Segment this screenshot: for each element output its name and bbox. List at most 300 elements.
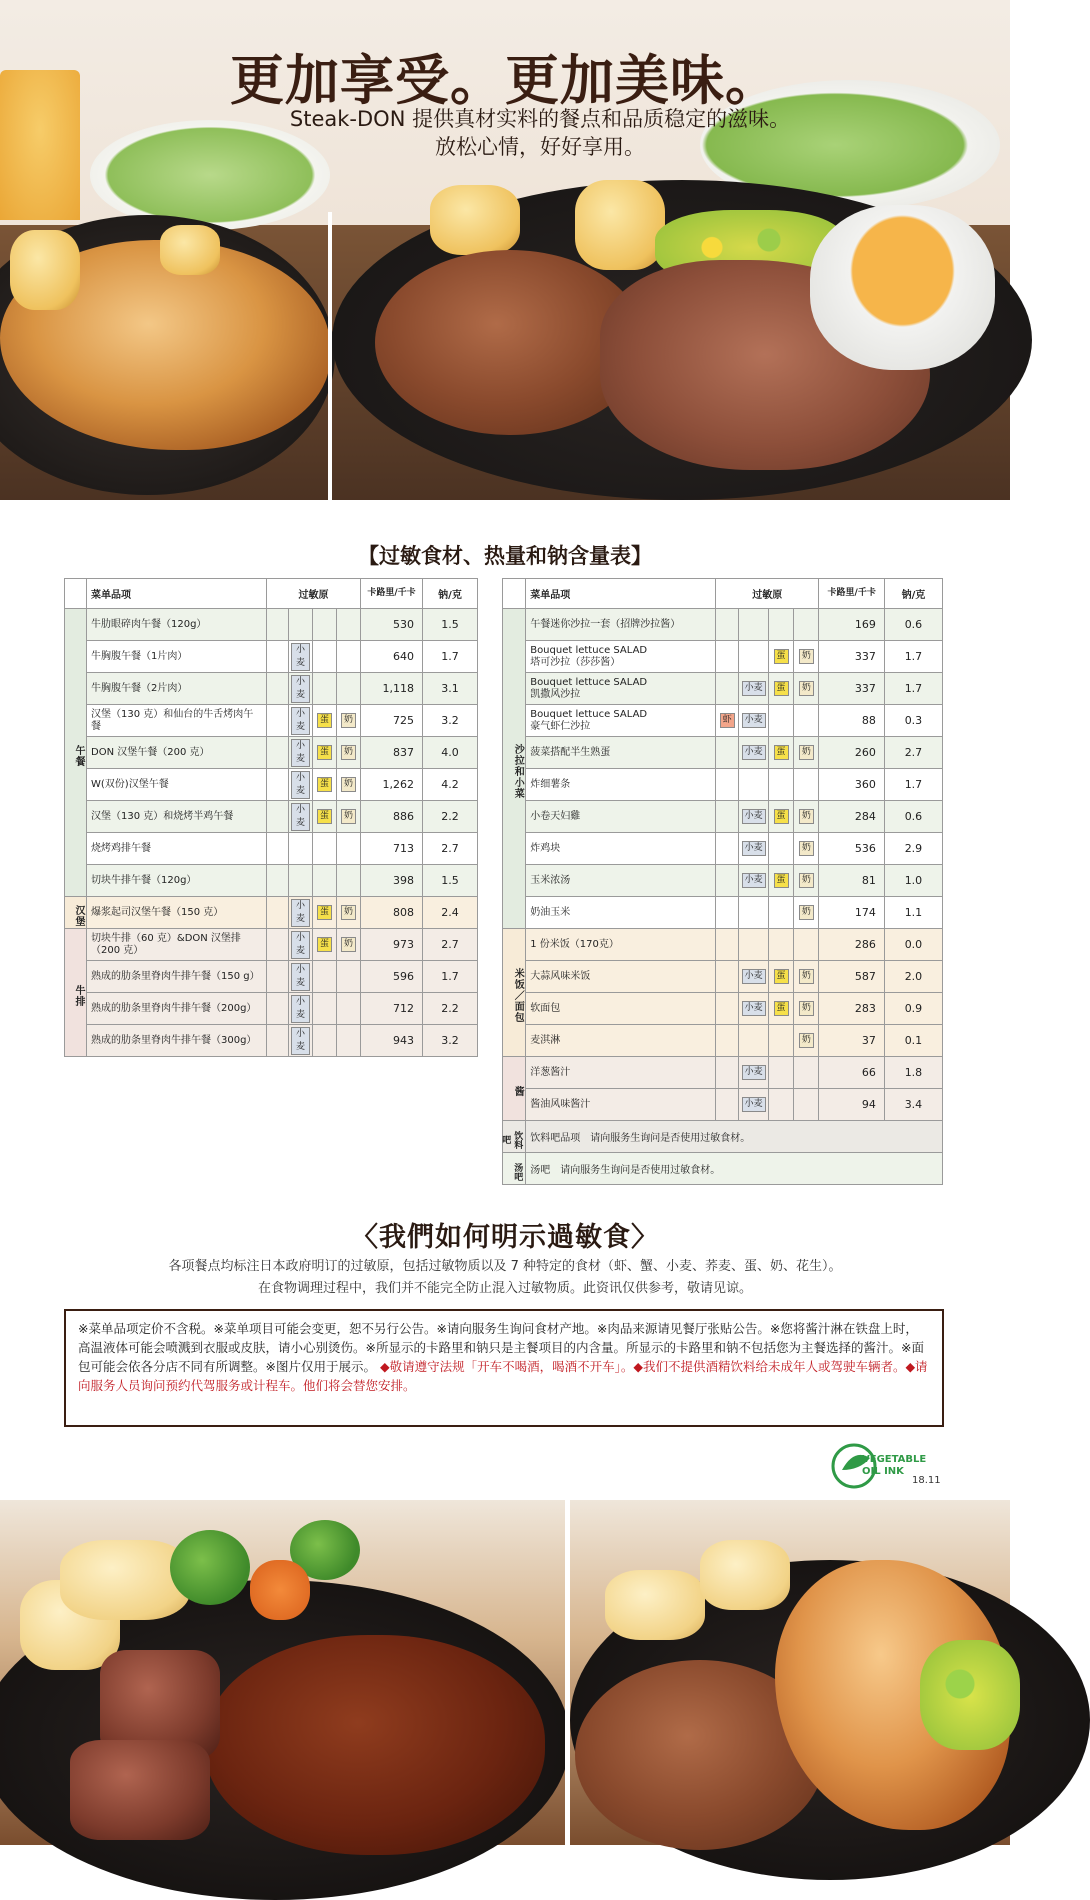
allergen-cell xyxy=(739,929,769,961)
table-row xyxy=(65,801,478,833)
allergen-tag-wheat: 小麦 xyxy=(742,841,766,856)
kcal-value: 596 xyxy=(361,961,423,993)
allergen-tag-egg: 蛋 xyxy=(774,873,789,888)
item-name: 汉堡（130 克）和烧烤半鸡午餐 xyxy=(87,801,267,833)
allergen-cell xyxy=(716,769,739,801)
allergen-cell xyxy=(716,737,739,769)
sodium-value: 1.7 xyxy=(423,641,478,673)
allergen-tag-wheat: 小麦 xyxy=(291,931,310,959)
allergen-cell xyxy=(794,961,819,993)
kcal-value: 536 xyxy=(819,833,884,865)
header-kcal: 卡路里/千卡 xyxy=(819,579,884,609)
photo-divider xyxy=(328,212,332,500)
allergen-cell xyxy=(768,929,793,961)
table-row xyxy=(503,609,943,641)
table-row xyxy=(503,769,943,801)
notes-box xyxy=(64,1309,944,1427)
table-row xyxy=(65,1025,478,1057)
hero-subtitle-line: Steak-DON 提供真材实料的餐点和品质稳定的滋味。 xyxy=(289,107,791,131)
allergen-cell xyxy=(289,705,313,737)
sodium-value: 1.7 xyxy=(884,769,942,801)
kcal-value: 1,262 xyxy=(361,769,423,801)
photo-divider xyxy=(565,1500,570,1845)
allergen-cell xyxy=(739,609,769,641)
allergen-cell xyxy=(289,641,313,673)
allergen-cell xyxy=(794,897,819,929)
allergen-cell xyxy=(768,801,793,833)
item-name: W(双份)汉堡午餐 xyxy=(87,769,267,801)
allergen-cell xyxy=(794,641,819,673)
allergen-tag-milk: 奶 xyxy=(341,777,356,792)
allergen-tag-egg: 蛋 xyxy=(774,809,789,824)
allergen-tag-wheat: 小麦 xyxy=(742,873,766,888)
allergen-cell xyxy=(313,769,337,801)
allergen-tag-milk: 奶 xyxy=(341,745,356,760)
table-row xyxy=(65,641,478,673)
header-category xyxy=(503,579,526,609)
allergen-cell xyxy=(768,833,793,865)
kcal-value: 886 xyxy=(361,801,423,833)
sodium-value: 1.5 xyxy=(423,609,478,641)
table-row xyxy=(65,929,478,961)
kcal-value: 1,118 xyxy=(361,673,423,705)
potato-image xyxy=(575,180,665,270)
allergen-cell xyxy=(337,737,361,769)
kcal-value: 94 xyxy=(819,1089,884,1121)
howto-intro xyxy=(0,1256,1010,1300)
allergen-cell xyxy=(716,897,739,929)
allergen-cell xyxy=(337,673,361,705)
sodium-value: 3.1 xyxy=(423,673,478,705)
steak-cube-image xyxy=(70,1740,210,1840)
kcal-value: 66 xyxy=(819,1057,884,1089)
allergen-cell xyxy=(794,833,819,865)
allergen-tag-egg: 蛋 xyxy=(774,969,789,984)
potato-image xyxy=(10,230,80,310)
item-name: 菠菜搭配半生熟蛋 xyxy=(526,737,716,769)
table-row xyxy=(503,737,943,769)
potato-image xyxy=(700,1540,790,1610)
allergen-cell xyxy=(716,993,739,1025)
sodium-value: 0.6 xyxy=(884,609,942,641)
allergen-cell xyxy=(739,833,769,865)
table-row xyxy=(503,833,943,865)
allergen-cell xyxy=(739,737,769,769)
kcal-value: 640 xyxy=(361,641,423,673)
item-name: 熟成的肋条里脊肉牛排午餐（200g） xyxy=(87,993,267,1025)
category-cell: 牛排 xyxy=(65,929,87,1057)
allergen-cell xyxy=(337,801,361,833)
allergen-cell xyxy=(768,1089,793,1121)
allergen-tag-wheat: 小麦 xyxy=(742,969,766,984)
allergen-tag-milk: 奶 xyxy=(341,905,356,920)
allergen-cell xyxy=(337,1025,361,1057)
item-name: 酱油风味酱汁 xyxy=(526,1089,716,1121)
allergen-tag-egg: 蛋 xyxy=(774,681,789,696)
allergen-cell xyxy=(267,929,289,961)
item-name: 熟成的肋条里脊肉牛排午餐（150 g） xyxy=(87,961,267,993)
kcal-value: 973 xyxy=(361,929,423,961)
allergen-tag-wheat: 小麦 xyxy=(291,643,310,671)
allergen-tag-egg: 蛋 xyxy=(317,713,332,728)
allergen-cell xyxy=(768,993,793,1025)
sodium-value: 1.5 xyxy=(423,865,478,897)
corn-peas-image xyxy=(920,1640,1020,1750)
allergen-tag-wheat: 小麦 xyxy=(291,963,310,991)
sodium-value: 1.7 xyxy=(884,641,942,673)
kcal-value: 284 xyxy=(819,801,884,833)
table-row xyxy=(503,961,943,993)
allergen-cell xyxy=(739,705,769,737)
demi-glace-hamburger-image xyxy=(205,1635,545,1855)
header-item: 菜单品项 xyxy=(526,579,716,609)
category-cell: 午餐 xyxy=(65,609,87,897)
table-row xyxy=(503,1057,943,1089)
sodium-value: 2.7 xyxy=(884,737,942,769)
allergen-cell xyxy=(267,705,289,737)
table-header-row xyxy=(65,579,478,609)
allergen-cell xyxy=(289,865,313,897)
allergen-cell xyxy=(768,1057,793,1089)
table-row xyxy=(503,801,943,833)
howto-line: 在食物调理过程中，我们并不能完全防止混入过敏物质。此资讯仅供参考，敬请见谅。 xyxy=(257,1281,752,1296)
allergen-cell xyxy=(794,737,819,769)
allergen-tag-wheat: 小麦 xyxy=(742,713,766,728)
allergen-tag-milk: 奶 xyxy=(799,905,814,920)
allergen-tag-wheat: 小麦 xyxy=(742,1097,766,1112)
allergen-cell xyxy=(794,929,819,961)
allergen-cell xyxy=(313,737,337,769)
potato-image xyxy=(430,185,520,255)
allergen-cell xyxy=(313,929,337,961)
allergen-tag-egg: 蛋 xyxy=(317,809,332,824)
kcal-value: 943 xyxy=(361,1025,423,1057)
allergen-cell xyxy=(313,833,337,865)
kcal-value: 174 xyxy=(819,897,884,929)
allergen-tag-wheat: 小麦 xyxy=(291,771,310,799)
allergen-cell xyxy=(768,673,793,705)
allergen-tag-milk: 奶 xyxy=(341,937,356,952)
table-row xyxy=(65,609,478,641)
hero-subtitle-line: 放松心情，好好享用。 xyxy=(435,135,645,159)
allergen-cell xyxy=(716,641,739,673)
kcal-value: 337 xyxy=(819,673,884,705)
allergen-cell xyxy=(768,1025,793,1057)
allergen-tag-milk: 奶 xyxy=(341,809,356,824)
kcal-value: 37 xyxy=(819,1025,884,1057)
item-name: Bouquet lettuce SALAD 豪气虾仁沙拉 xyxy=(526,705,716,737)
allergen-cell xyxy=(337,897,361,929)
item-name: 软面包 xyxy=(526,993,716,1025)
allergen-tag-wheat: 小麦 xyxy=(291,739,310,767)
allergen-cell xyxy=(267,1025,289,1057)
allergen-tag-egg: 蛋 xyxy=(317,905,332,920)
kcal-value: 587 xyxy=(819,961,884,993)
hero-title: 更加享受。更加美味。 xyxy=(230,49,780,112)
allergen-cell xyxy=(794,1057,819,1089)
sodium-value: 4.0 xyxy=(423,737,478,769)
allergen-cell xyxy=(313,801,337,833)
allergen-tag-milk: 奶 xyxy=(799,809,814,824)
item-name: 奶油玉米 xyxy=(526,897,716,929)
sodium-value: 1.7 xyxy=(423,961,478,993)
allergen-cell xyxy=(289,929,313,961)
howto-title: 〈我們如何明示過敏食〉 xyxy=(351,1222,659,1253)
notes-text: ※菜单品项定价不含税。※菜单项目可能会变更，恕不另行公告。※请向服务生询问食材产地。※肉品来源请见餐厅张贴公告。※您将酱汁淋在铁盘上时，高温液体可能会喷溅到衣服或皮肤，请小心别烫伤。※所显示的卡路里和钠只是主餐项目的内含量。所显示的卡路里和钠不包括您为主餐选择的酱汁。※面包可能会依各分店不同有所调整。※图片仅用于展示。 xyxy=(78,1321,924,1374)
item-name: 切块牛排（60 克）&DON 汉堡排（200 克） xyxy=(87,929,267,961)
allergen-cell xyxy=(267,833,289,865)
allergen-cell xyxy=(289,1025,313,1057)
item-name: 汉堡（130 克）和仙台的牛舌烤肉午餐 xyxy=(87,705,267,737)
table-row xyxy=(65,993,478,1025)
sodium-value: 1.0 xyxy=(884,865,942,897)
kcal-value: 712 xyxy=(361,993,423,1025)
item-name: 午餐迷你沙拉一套（招牌沙拉酱） xyxy=(526,609,716,641)
sodium-value: 1.7 xyxy=(884,673,942,705)
allergen-cell xyxy=(267,801,289,833)
kcal-value: 398 xyxy=(361,865,423,897)
header-kcal: 卡路里/千卡 xyxy=(361,579,423,609)
allergen-table-left xyxy=(64,578,478,1057)
table-row xyxy=(503,865,943,897)
allergen-cell xyxy=(289,769,313,801)
item-name: 炸细薯条 xyxy=(526,769,716,801)
allergen-cell xyxy=(267,641,289,673)
allergen-cell xyxy=(337,641,361,673)
allergen-tag-wheat: 小麦 xyxy=(742,1001,766,1016)
allergen-cell xyxy=(716,1089,739,1121)
table-row xyxy=(503,993,943,1025)
allergen-cell xyxy=(267,673,289,705)
header-item: 菜单品项 xyxy=(87,579,267,609)
allergen-tag-milk: 奶 xyxy=(799,1001,814,1016)
kcal-value: 837 xyxy=(361,737,423,769)
allergen-tag-egg: 蛋 xyxy=(317,745,332,760)
table-row xyxy=(65,833,478,865)
allergen-cell xyxy=(716,961,739,993)
allergen-cell xyxy=(716,1025,739,1057)
allergen-tag-milk: 奶 xyxy=(799,745,814,760)
allergen-cell xyxy=(313,673,337,705)
kcal-value: 530 xyxy=(361,609,423,641)
allergen-cell xyxy=(267,609,289,641)
header-allergen: 过敏原 xyxy=(716,579,819,609)
allergen-cell xyxy=(337,609,361,641)
allergen-tag-egg: 蛋 xyxy=(317,937,332,952)
allergen-tag-wheat: 小麦 xyxy=(742,681,766,696)
notes-warning: ◆敬请遵守法规「开车不喝酒，喝酒不开车」。◆我们不提供酒精饮料给未成年人或驾驶车辆者。◆请向服务人员询问预约代驾服务或计程车。他们将会替您安排。 xyxy=(78,1359,928,1393)
table-row xyxy=(503,673,943,705)
allergen-tag-wheat: 小麦 xyxy=(291,803,310,831)
note-cell: 饮料吧品项 请向服务生询问是否使用过敏食材。 xyxy=(526,1121,943,1153)
item-name: 牛胸腹午餐（1片肉） xyxy=(87,641,267,673)
header-allergen: 过敏原 xyxy=(267,579,361,609)
sodium-value: 2.0 xyxy=(884,961,942,993)
allergen-cell xyxy=(739,865,769,897)
kcal-value: 88 xyxy=(819,705,884,737)
allergen-cell xyxy=(337,961,361,993)
sodium-value: 2.2 xyxy=(423,801,478,833)
allergen-tag-shrimp: 虾 xyxy=(720,713,735,728)
allergen-cell xyxy=(768,641,793,673)
sodium-value: 0.0 xyxy=(884,929,942,961)
note-row xyxy=(503,1153,943,1185)
allergen-cell xyxy=(289,993,313,1025)
allergen-cell xyxy=(716,801,739,833)
sodium-value: 2.2 xyxy=(423,993,478,1025)
item-name: Bouquet lettuce SALAD 塔可沙拉（莎莎酱） xyxy=(526,641,716,673)
note-cell: 汤吧 请向服务生询问是否使用过敏食材。 xyxy=(526,1153,943,1185)
allergen-tag-egg: 蛋 xyxy=(774,745,789,760)
sodium-value: 2.4 xyxy=(423,897,478,929)
hero-subtitle xyxy=(260,105,820,161)
table-row xyxy=(503,641,943,673)
allergen-cell xyxy=(267,865,289,897)
item-name: 玉米浓汤 xyxy=(526,865,716,897)
allergen-table-title: 【过敏食材、热量和钠含量表】 xyxy=(358,544,652,568)
potato-image xyxy=(160,225,220,275)
allergen-cell xyxy=(768,897,793,929)
table-row xyxy=(503,929,943,961)
table-row xyxy=(65,705,478,737)
allergen-cell xyxy=(739,1025,769,1057)
category-cell: 饮料吧 xyxy=(503,1121,526,1153)
item-name: 炸鸡块 xyxy=(526,833,716,865)
sodium-value: 3.4 xyxy=(884,1089,942,1121)
header-sodium: 钠/克 xyxy=(884,579,942,609)
allergen-cell xyxy=(768,961,793,993)
allergen-tag-milk: 奶 xyxy=(799,681,814,696)
kcal-value: 360 xyxy=(819,769,884,801)
allergen-cell xyxy=(337,993,361,1025)
allergen-cell xyxy=(267,993,289,1025)
allergen-cell xyxy=(313,609,337,641)
allergen-cell xyxy=(289,833,313,865)
broccoli-image xyxy=(170,1530,250,1605)
potato-image xyxy=(605,1570,705,1640)
allergen-tag-egg: 蛋 xyxy=(774,649,789,664)
allergen-cell xyxy=(794,769,819,801)
allergen-cell xyxy=(739,1057,769,1089)
kcal-value: 337 xyxy=(819,641,884,673)
potato-image xyxy=(60,1540,190,1620)
allergen-cell xyxy=(337,929,361,961)
allergen-tag-wheat: 小麦 xyxy=(291,899,310,927)
allergen-cell xyxy=(739,769,769,801)
category-cell: 汉堡 xyxy=(65,897,87,929)
table-row xyxy=(65,769,478,801)
kcal-value: 260 xyxy=(819,737,884,769)
sodium-value: 0.9 xyxy=(884,993,942,1025)
category-cell: 酱 xyxy=(503,1057,526,1121)
item-name: DON 汉堡午餐（200 克） xyxy=(87,737,267,769)
allergen-cell xyxy=(768,865,793,897)
allergen-tag-egg: 蛋 xyxy=(317,777,332,792)
kcal-value: 283 xyxy=(819,993,884,1025)
item-name: 切块牛排午餐（120g） xyxy=(87,865,267,897)
allergen-cell xyxy=(739,993,769,1025)
bottom-photos xyxy=(0,1500,1010,1845)
sodium-value: 3.2 xyxy=(423,705,478,737)
allergen-cell xyxy=(739,897,769,929)
allergen-tag-egg: 蛋 xyxy=(774,1001,789,1016)
allergen-cell xyxy=(313,641,337,673)
allergen-cell xyxy=(794,865,819,897)
table-row xyxy=(503,1089,943,1121)
allergen-cell xyxy=(739,961,769,993)
sodium-value: 2.7 xyxy=(423,833,478,865)
logo-text: VEGETABLE xyxy=(862,1454,927,1465)
category-cell: 汤吧 xyxy=(503,1153,526,1185)
kcal-value: 713 xyxy=(361,833,423,865)
allergen-tag-wheat: 小麦 xyxy=(291,707,310,735)
allergen-cell xyxy=(289,609,313,641)
allergen-cell xyxy=(716,705,739,737)
item-name: 爆浆起司汉堡午餐（150 克） xyxy=(87,897,267,929)
allergen-cell xyxy=(794,1089,819,1121)
item-name: 牛胸腹午餐（2片肉） xyxy=(87,673,267,705)
item-name: 烧烤鸡排午餐 xyxy=(87,833,267,865)
allergen-cell xyxy=(794,993,819,1025)
allergen-cell xyxy=(289,673,313,705)
allergen-tag-milk: 奶 xyxy=(799,1033,814,1048)
item-name: 小卷天妇雞 xyxy=(526,801,716,833)
note-row xyxy=(503,1121,943,1153)
allergen-cell xyxy=(716,865,739,897)
allergen-cell xyxy=(794,1025,819,1057)
allergen-table-right xyxy=(502,578,943,1185)
allergen-tag-milk: 奶 xyxy=(341,713,356,728)
allergen-cell xyxy=(267,737,289,769)
allergen-tag-wheat: 小麦 xyxy=(291,675,310,703)
hero-banner xyxy=(0,0,1010,500)
sodium-value: 0.6 xyxy=(884,801,942,833)
allergen-cell xyxy=(267,769,289,801)
table-row xyxy=(65,865,478,897)
print-version: 18.11 xyxy=(912,1475,941,1486)
item-name: 麦淇淋 xyxy=(526,1025,716,1057)
allergen-cell xyxy=(313,993,337,1025)
allergen-tag-wheat: 小麦 xyxy=(742,745,766,760)
allergen-cell xyxy=(313,1025,337,1057)
item-name: 大蒜风味米饭 xyxy=(526,961,716,993)
item-name: 1 份米饭（170克） xyxy=(526,929,716,961)
item-name: 洋葱酱汁 xyxy=(526,1057,716,1089)
allergen-cell xyxy=(716,833,739,865)
table-row xyxy=(65,897,478,929)
kcal-value: 286 xyxy=(819,929,884,961)
table-row xyxy=(65,737,478,769)
table-row xyxy=(65,673,478,705)
sodium-value: 3.2 xyxy=(423,1025,478,1057)
sodium-value: 0.3 xyxy=(884,705,942,737)
kcal-value: 169 xyxy=(819,609,884,641)
item-name: Bouquet lettuce SALAD 凯撒风沙拉 xyxy=(526,673,716,705)
item-name: 熟成的肋条里脊肉牛排午餐（300g） xyxy=(87,1025,267,1057)
allergen-cell xyxy=(739,673,769,705)
allergen-cell xyxy=(289,737,313,769)
allergen-cell xyxy=(337,865,361,897)
allergen-tag-milk: 奶 xyxy=(799,841,814,856)
allergen-cell xyxy=(716,929,739,961)
logo-text: OIL INK xyxy=(862,1466,904,1477)
allergen-cell xyxy=(337,833,361,865)
sodium-value: 2.7 xyxy=(423,929,478,961)
table-row xyxy=(65,961,478,993)
sodium-value: 1.8 xyxy=(884,1057,942,1089)
allergen-cell xyxy=(768,737,793,769)
header-sodium: 钠/克 xyxy=(423,579,478,609)
